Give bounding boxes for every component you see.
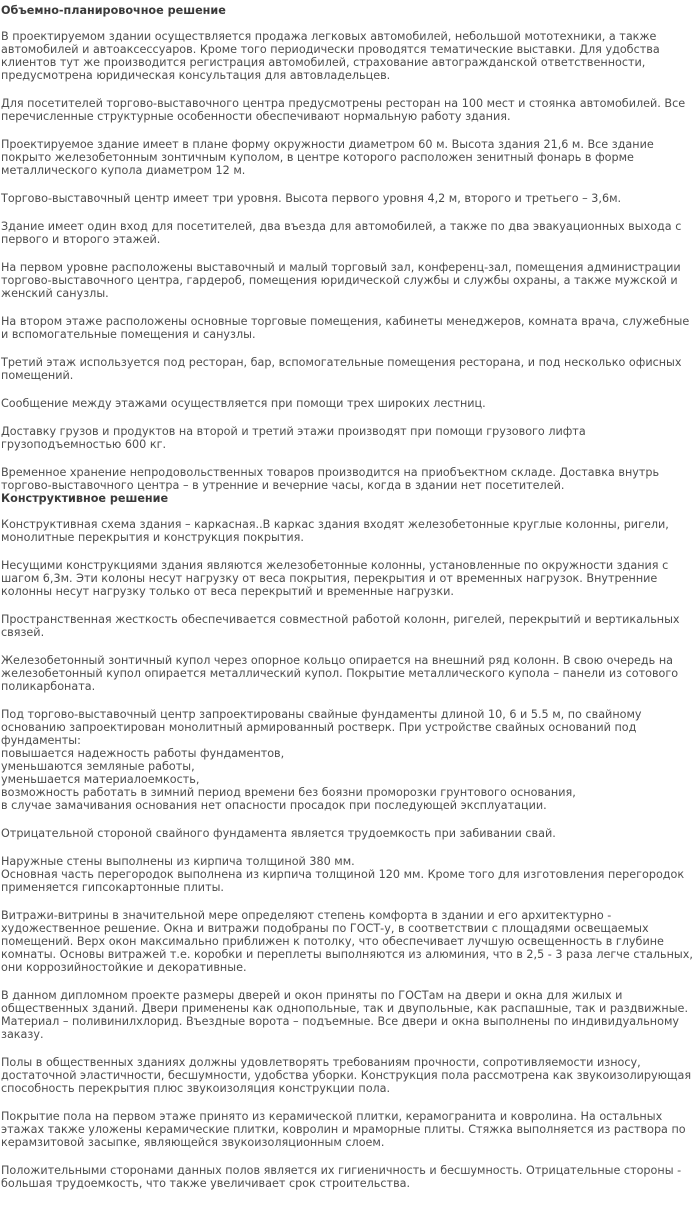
list-item: в случае замачивания основания нет опасности просадок при последующей эксплуатации. <box>1 799 547 812</box>
list-item: возможность работать в зимний период времени без боязни проморозки грунтового основания, <box>1 786 576 799</box>
paragraph: Отрицательной стороной свайного фундамента является трудоемкость при забивании свай. <box>1 827 556 840</box>
paragraph: Торгово-выставочный центр имеет три уровня. Высота первого уровня 4,2 м, второго и третьего – 3,6м. <box>1 192 622 205</box>
paragraph: На втором этаже расположены основные торговые помещения, кабинеты менеджеров, комната врача, служебные и вспомогательные помещения и санузлы. <box>1 315 690 341</box>
paragraph: Пространственная жесткость обеспечивается совместной работой колонн, ригелей, перекрытий и вертикальных связей. <box>1 613 680 639</box>
paragraph: Положительными сторонами данных полов является их гигиеничность и бесшумность. Отрицательные стороны - большая трудоемкость, что также увеличивает срок строительства. <box>1 1164 682 1190</box>
paragraph: Третий этаж используется под ресторан, бар, вспомогательные помещения ресторана, и под несколько офисных помещений. <box>1 356 682 382</box>
walls-paragraph <box>1 855 698 894</box>
paragraph: В данном дипломном проекте размеры дверей и окон приняты по ГОСТам на двери и окна для жилых и общественных зданий. Двери применены как однопольные, так и двупольные, как распашные, так и раздвижные. Материал – поливинилхлорид. Въездные ворота – подъемные. Все двери и окна выполнены по индивидуальному заказу. <box>1 989 688 1041</box>
section-heading-planning: Объемно-планировочное решение <box>1 4 226 17</box>
foundation-paragraph <box>1 708 698 812</box>
paragraph: Здание имеет один вход для посетителей, два въезда для автомобилей, а также по два эвакуационных выхода с первого и второго этажей. <box>1 220 682 246</box>
paragraph: Полы в общественных зданиях должны удовлетворять требованиям прочности, сопротивляемости износу, достаточной эластичности, бесшумности, удобства уборки. Конструкция пола рассмотрена как звукоизолирующая способность перекрытия плюс звукоизоляция конструкции пола. <box>1 1056 692 1095</box>
paragraph: Конструктивная схема здания – каркасная..В каркас здания входят железобетонные круглые колонны, ригели, монолитные перекрытия и конструкция покрытия. <box>1 518 669 544</box>
paragraph: Доставку грузов и продуктов на второй и третий этажи производят при помощи грузового лифта грузоподъемностью 600 кг. <box>1 425 586 451</box>
list-item: повышается надежность работы фундаментов, <box>1 747 285 760</box>
paragraph: Покрытие пола на первом этаже принято из керамической плитки, керамогранита и ковролина. На остальных этажах также уложены керамические плитки, ковролин и мраморные плиты. Стяжка выполняется из раствора по керамзитовой засыпке, являющейся звукоизоляционным слоем. <box>1 1110 686 1149</box>
paragraph: Для посетителей торгово-выставочного центра предусмотрены ресторан на 100 мест и стоянка автомобилей. Все перечисленные структурные особенности обеспечивают нормальную работу здания. <box>1 97 686 123</box>
paragraph: Временное хранение непродовольственных товаров производится на приобъектном складе. Доставка внутрь торгово-выставочного центра – в утренние и вечерние часы, когда в здании нет посетителей. <box>1 466 660 492</box>
list-item: уменьшается материалоемкость, <box>1 773 200 786</box>
paragraph: Несущими конструкциями здания являются железобетонные колонны, установленные по окружности здания с шагом 6,3м. Эти колоны несут нагрузку от веса покрытия, перекрытия и от временных нагрузок. Внутренние колонны несут нагрузку только от веса перекрытий и временные нагрузки. <box>1 559 669 598</box>
paragraph: Сообщение между этажами осуществляется при помощи трех широких лестниц. <box>1 397 486 410</box>
section-heading-structural: Конструктивное решение <box>1 492 169 505</box>
paragraph: Железобетонный зонтичный купол через опорное кольцо опирается на внешний ряд колонн. В свою очередь на железобетонный купол опирается металлический купол. Покрытие металлического купола – панели из сотового поликарбоната. <box>1 654 679 693</box>
document-body <box>1 4 698 1205</box>
paragraph: Витражи-витрины в значительной мере определяют степень комфорта в здании и его архитектурно - художественное решение. Окна и витражи подобраны по ГОСТ-у, в соответствии с площадями освещаемых помещений. Верх окон максимально приближен к потолку, что обеспечивает лучшую освещенность в глубине комнаты. Основы витражей т.е. коробки и переплеты выполняются из алюминия, что в 2,5 - 3 раза легче стальных, они коррозийностойкие и декоративные. <box>1 909 693 974</box>
paragraph: Основная часть перегородок выполнена из кирпича толщиной 120 мм. Кроме того для изготовления перегородок применяется гипсокартонные плиты. <box>1 868 685 894</box>
paragraph: В проектируемом здании осуществляется продажа легковых автомобилей, небольшой мототехники, а также автомобилей и автоаксессуаров. Кроме того периодически проводятся тематические выставки. Для удобства клиентов тут же производится регистрация автомобилей, страхование автогражданской ответственности, предусмотрена юридическая консультация для автовладельцев. <box>1 30 660 82</box>
paragraph: На первом уровне расположены выставочный и малый торговый зал, конференц-зал, помещения администрации торгово-выставочного центра, гардероб, помещения юридической службы и службы охраны, а также мужской и женский санузлы. <box>1 261 681 300</box>
paragraph: Наружные стены выполнены из кирпича толщиной 380 мм. <box>1 855 355 868</box>
list-item: уменьшаются земляные работы, <box>1 760 195 773</box>
paragraph: Проектируемое здание имеет в плане форму окружности диаметром 60 м. Высота здания 21,6 м. Все здание покрыто железобетонным зонтичным куполом, в центре которого расположен зенитный фонарь в форме металлического купола диаметром 12 м. <box>1 138 654 177</box>
paragraph: Под торгово-выставочный центр запроектированы свайные фундаменты длиной 10, 6 и 5.5 м, по свайному основанию запроектирован монолитный армированный ростверк. При устройстве свайных оснований под фундаменты: <box>1 708 642 747</box>
